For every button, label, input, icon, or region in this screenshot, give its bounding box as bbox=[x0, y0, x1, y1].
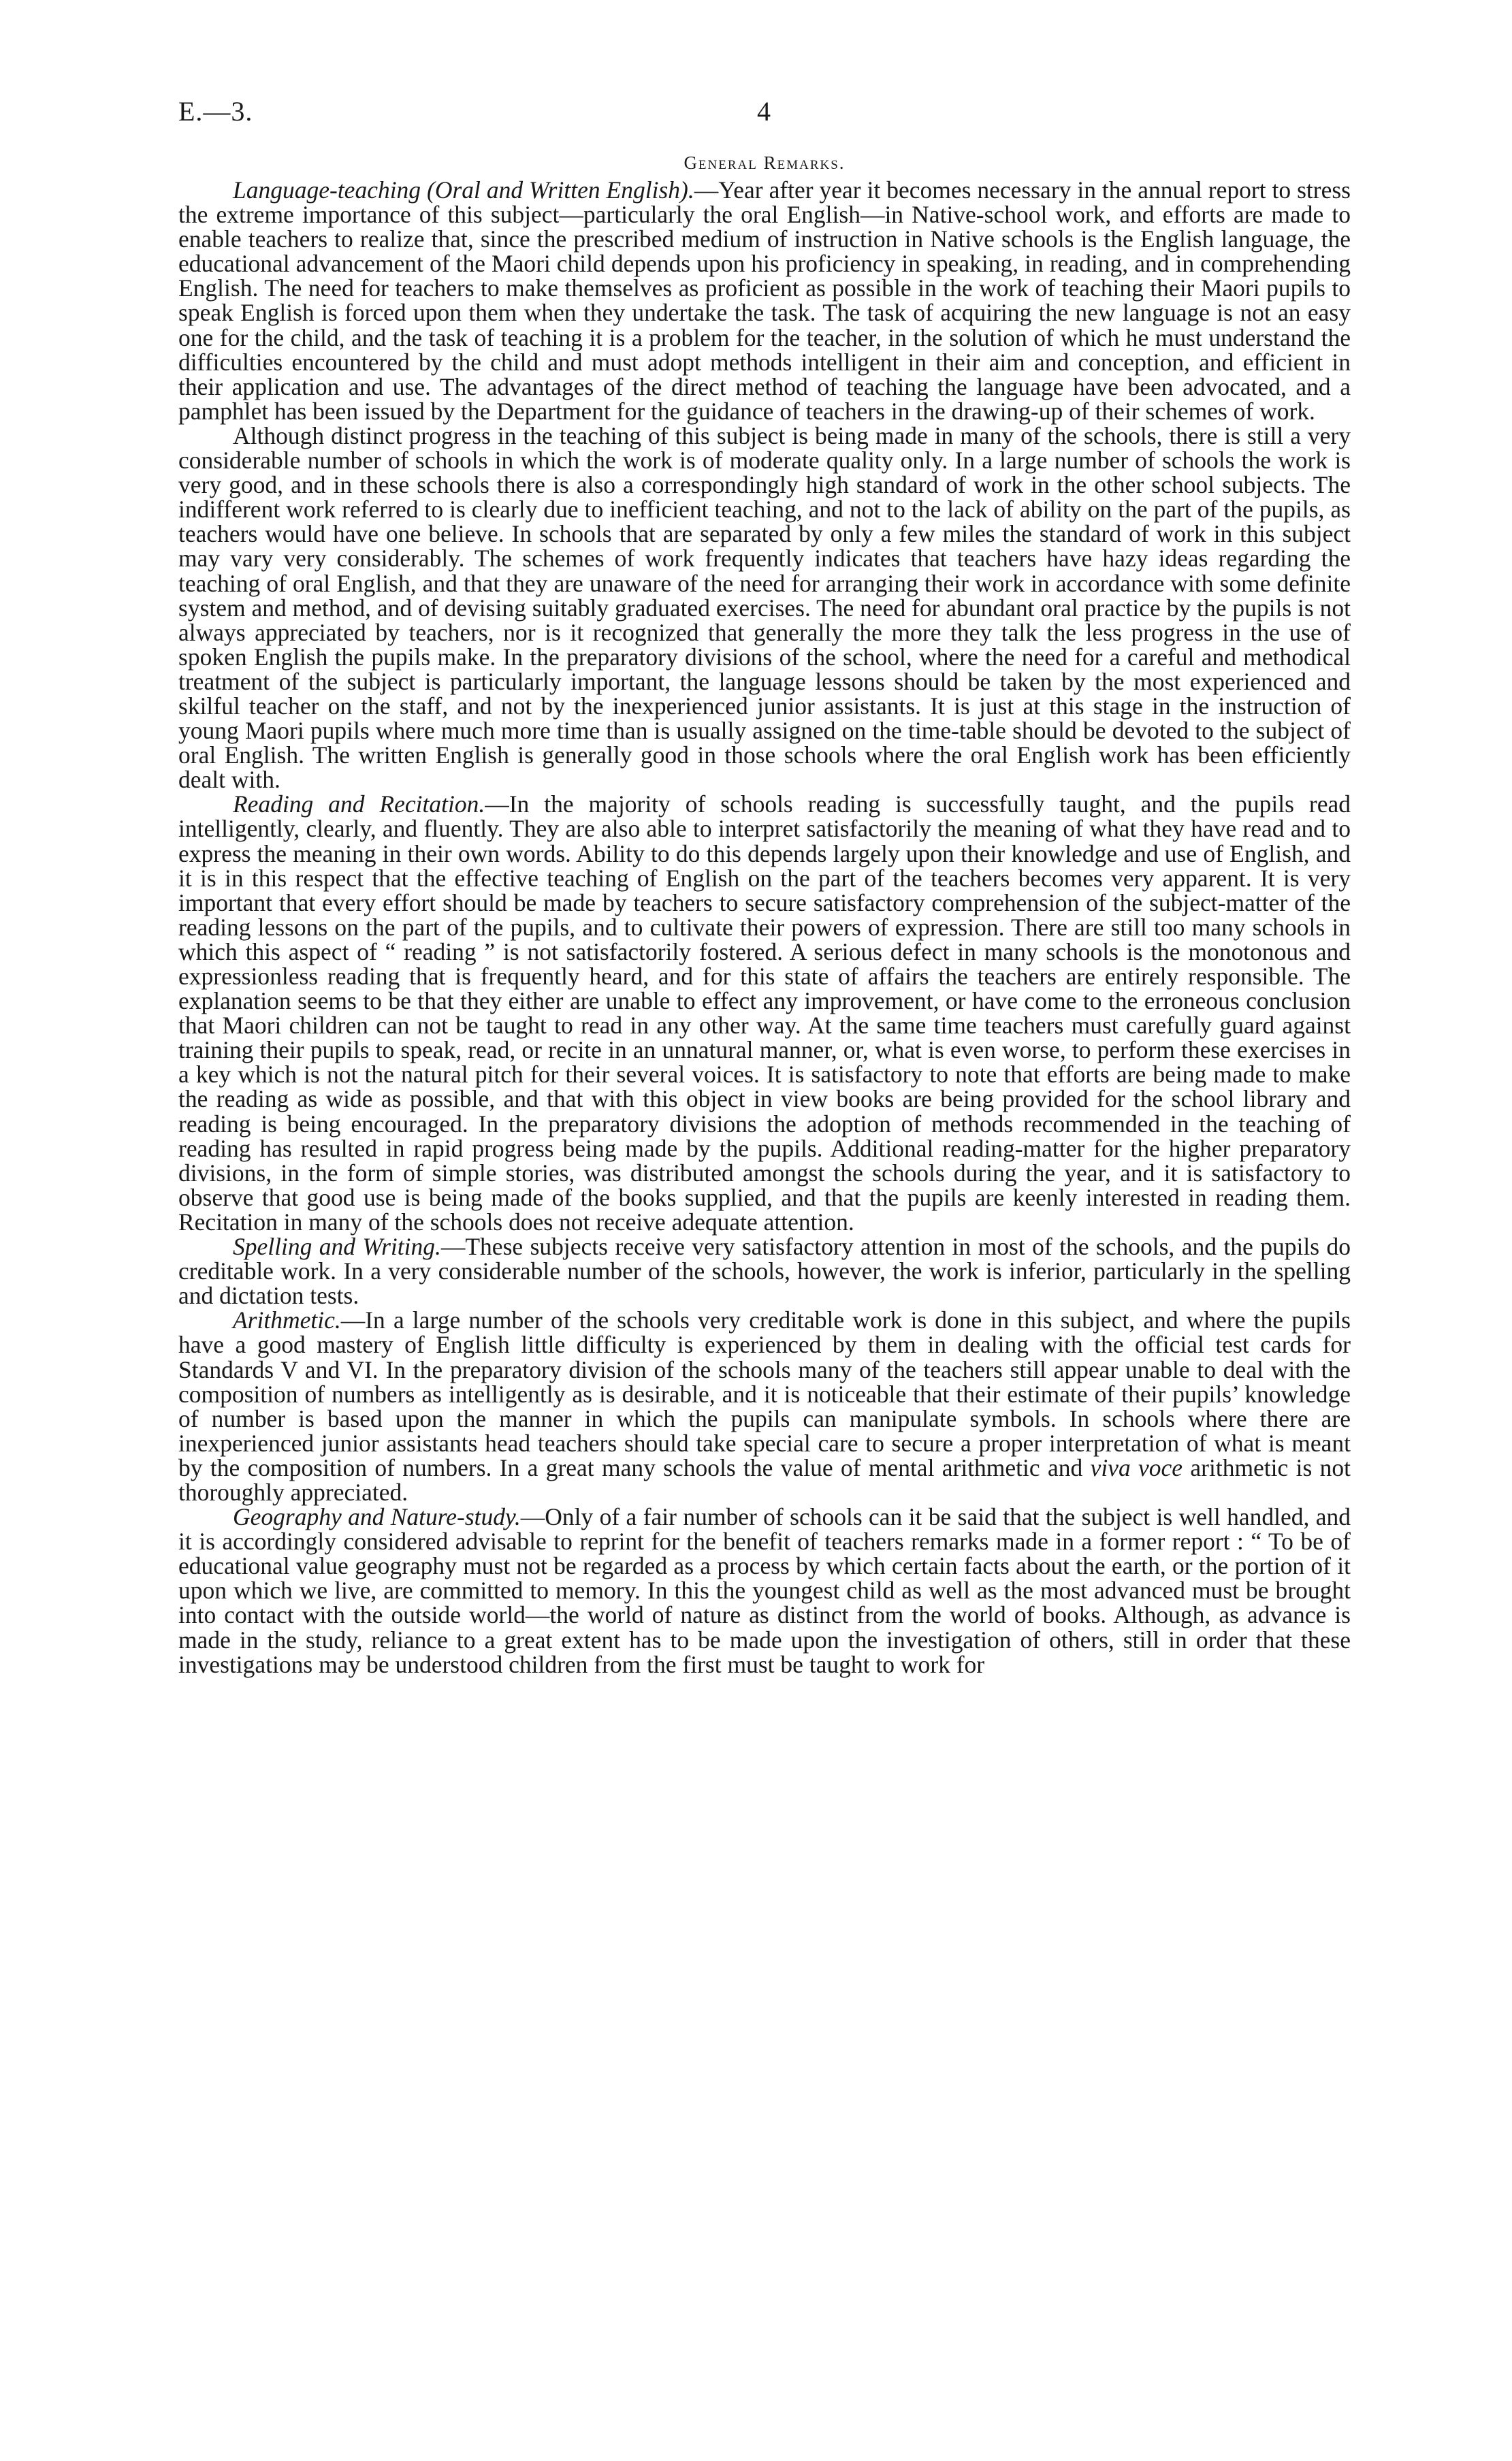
paragraph-heading: Arithmetic. bbox=[233, 1306, 341, 1334]
paragraph-text: —These subjects receive very satisfactory attention in most of the schools, and the pupils do creditable work. In a very considerable number of the schools, however, the work is inferior, particularly in the spelling and dictation tests. bbox=[178, 1233, 1351, 1310]
section-title: General Remarks. bbox=[683, 152, 846, 173]
paragraph-text-end: arithmetic is not thoroughly appreciated. bbox=[178, 1453, 1351, 1506]
paragraph-heading: Geography and Nature-study. bbox=[233, 1503, 521, 1531]
paragraph-text: —In the majority of schools reading is successfully taught, and the pupils read intelligently, clearly, and fluently. They are also able to interpret satisfactorily the meaning of what they have read and to express the meaning in their own words. Ability to do this depends largely upon their knowledge and use of English, and it is in this respect that the effective teaching of English on the part of the teachers becomes very apparent. It is very important that every effort should be made by teachers to secure satisfactory comprehension of the subject-matter of the reading lessons on the part of the pupils, and to cultivate their powers of expression. There are still too many schools in which this aspect of “ reading ” is not satisfactorily fostered. A serious defect in many schools is the monotonous and expressionless reading that is frequently heard, and for this state of affairs the teachers are entirely responsible. The explanation seems to be that they either are unable to effect any improvement, or have come to the erroneous conclusion that Maori children can not be taught to read in any other way. At the same time teachers must carefully guard against training their pupils to speak, read, or recite in an unnatural manner, or, what is even worse, to perform these exercises in a key which is not the natural pitch for their several voices. It is satisfactory to note that efforts are being made to make the reading as wide as possible, and that with this object in view books are being provided for the school library and reading is being encouraged. In the preparatory divisions the adoption of methods recommended in the teaching of reading has resulted in rapid progress being made by the pupils. Additional reading-matter for the higher preparatory divisions, in the form of simple stories, was distributed amongst the schools during the year, and it is satisfactory to observe that good use is being made of the books supplied, and that the pupils are keenly interested in reading them. Recitation in many of the schools does not receive adequate attention. bbox=[178, 790, 1351, 1236]
page-header bbox=[178, 95, 1351, 143]
paragraph-text: Although distinct progress in the teaching of this subject is being made in many of the schools, there is still a very considerable number of schools in which the work is of moderate quality only. In a large number of schools the work is very good, and in these schools there is also a correspondingly high standard of work in the other school subjects. The indifferent work referred to is clearly due to inefficient teaching, and not to the lack of ability on the part of the pupils, as teachers would have one believe. In schools that are separated by only a few miles the standard of work in this subject may vary very considerably. The schemes of work frequently indicates that teachers have hazy ideas regarding the teaching of oral English, and that they are unaware of the need for arranging their work in accordance with some definite system and method, and of devising suitably graduated exercises. The need for abundant oral practice by the pupils is not always appreciated by teachers, nor is it recognized that generally the more they talk the less progress in the use of spoken English the pupils make. In the preparatory divisions of the school, where the need for a careful and methodical treatment of the subject is particularly important, the language lessons should be taken by the most experienced and skilful teacher on the staff, and not by the inexperienced junior assistants. It is just at this stage in the instruction of young Maori pupils where much more time than is usually assigned on the time-table should be devoted to the subject of oral English. The written English is generally good in those schools where the oral English work has been efficiently dealt with. bbox=[178, 421, 1351, 794]
italic-phrase: viva voce bbox=[1090, 1453, 1183, 1481]
paragraph-arithmetic bbox=[178, 1308, 1351, 1505]
paragraph-reading-recitation bbox=[178, 792, 1351, 1234]
paragraph-heading: Language-teaching (Oral and Written English). bbox=[233, 176, 694, 204]
paragraph-language-teaching bbox=[178, 178, 1351, 423]
paragraph-heading: Spelling and Writing. bbox=[233, 1233, 441, 1261]
paragraph-text: —Only of a fair number of schools can it be said that the subject is well handled, and it is accordingly considered advisable to reprint for the benefit of teachers remarks made in a former report : “ To be of educational value geography must not be regarded as a process by which certain facts about the earth, or the portion of it upon which we live, are committed to memory. In this the youngest child as well as the most advanced must be brought into contact with the outside world—the world of nature as distinct from the world of books. Although, as advance is made in the study, reliance to a great extent has to be made upon the investigation of others, still in order that these investigations may be understood children from the first must be taught to work for bbox=[178, 1503, 1351, 1678]
paragraph-text: —Year after year it becomes necessary in the annual report to stress the extreme importance of this subject—particularly the oral English—in Native-school work, and efforts are made to enable teachers to realize that, since the prescribed medium of instruction in Native schools is the English language, the educational advancement of the Maori child depends upon his proficiency in speaking, in reading, and in comprehending English. The need for teachers to make themselves as proficient as possible in the work of teaching their Maori pupils to speak English is forced upon them when they undertake the task. The task of acquiring the new language is not an easy one for the child, and the task of teaching it is a problem for the teacher, in the solution of which he must understand the difficulties encountered by the child and must adopt methods intelligent in their aim and conception, and efficient in their application and use. The advantages of the direct method of teaching the language have been advocated, and a pamphlet has been issued by the Department for the guidance of teachers in the drawing-up of their schemes of work. bbox=[178, 176, 1351, 425]
paragraph-heading: Reading and Recitation. bbox=[233, 790, 485, 818]
paragraph-geography-nature-study bbox=[178, 1505, 1351, 1677]
paragraph-language-teaching-continued bbox=[178, 423, 1351, 792]
paragraph-text: —In a large number of the schools very creditable work is done in this subject, and where the pupils have a good mastery of English little difficulty is experienced by them in dealing with the official test cards for Standards V and VI. In the preparatory division of the schools many of the teachers still appear unable to deal with the composition of numbers as intelligently as is desirable, and it is noticeable that their estimate of their pupils’ knowledge of number is based upon the manner in which the pupils can manipulate symbols. In schools where there are inexperienced junior assistants head teachers should take special care to secure a proper interpretation of what is meant by the composition of numbers. In a great many schools the value of mental arithmetic and bbox=[178, 1306, 1351, 1481]
page-number: 4 bbox=[757, 96, 771, 127]
document-code: E.—3. bbox=[178, 96, 253, 127]
document-page bbox=[178, 95, 1351, 1677]
paragraph-spelling-writing bbox=[178, 1234, 1351, 1308]
